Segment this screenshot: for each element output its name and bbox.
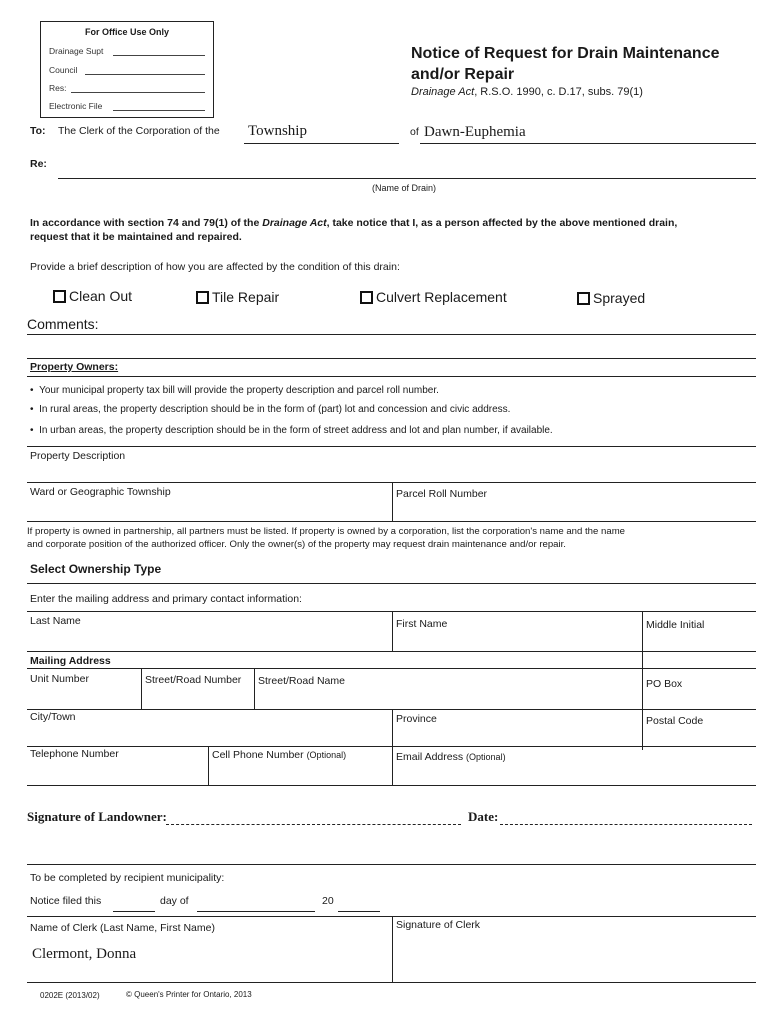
notice-line2: request that it be maintained and repaired.: [30, 231, 242, 243]
parcel-roll-number-label: Parcel Roll Number: [396, 488, 488, 500]
date-label: Date:: [468, 809, 499, 824]
middle-initial-label: Middle Initial: [646, 619, 705, 631]
column-divider: [392, 611, 393, 651]
bullet-item: • Your municipal property tax bill will provide the property description and parcel roll number.: [30, 385, 439, 396]
office-council-field[interactable]: [85, 74, 205, 75]
municipality-type-value[interactable]: Township: [248, 123, 307, 139]
office-council-label: Council: [49, 65, 78, 75]
bullet-item: • In urban areas, the property description should be in the form of street address and lot and plan number, if available.: [30, 425, 553, 436]
email-text: Email Address: [396, 751, 464, 763]
ownership-type-heading: Select Ownership Type: [30, 562, 162, 576]
mailing-address-heading: Mailing Address: [30, 655, 111, 667]
column-divider: [208, 747, 209, 785]
ward-township-label: Ward or Geographic Township: [30, 486, 171, 498]
copyright-notice: © Queen's Printer for Ontario, 2013: [126, 990, 252, 999]
year-prefix: 20: [322, 895, 334, 907]
filed-day-field[interactable]: [113, 911, 155, 912]
property-description-field[interactable]: [27, 462, 756, 482]
act-name: Drainage Act: [411, 86, 475, 98]
property-description-label: Property Description: [30, 450, 126, 462]
postal-code-field[interactable]: [644, 730, 756, 745]
email-label: [396, 751, 506, 763]
partnership-note: [27, 525, 757, 551]
cell-phone-field[interactable]: [210, 763, 391, 784]
comments-field[interactable]: [27, 334, 756, 335]
clerk-signature-field[interactable]: [394, 934, 756, 981]
divider: [27, 376, 756, 377]
street-name-field[interactable]: [256, 690, 640, 708]
office-res-field[interactable]: [71, 92, 205, 93]
contact-prompt: Enter the mailing address and primary contact information:: [30, 593, 302, 605]
act-citation: , R.S.O. 1990, c. D.17, subs. 79(1): [474, 86, 643, 98]
unit-number-field[interactable]: [27, 688, 139, 708]
column-divider: [642, 612, 643, 750]
filed-year-field[interactable]: [338, 911, 380, 912]
office-res-label: Res:: [49, 83, 67, 93]
clean-out-checkbox[interactable]: [53, 290, 66, 303]
comments-label: Comments:: [27, 316, 99, 332]
divider: [27, 668, 756, 669]
clerk-signature-label: Signature of Clerk: [396, 919, 481, 931]
office-use-title: For Office Use Only: [84, 27, 170, 37]
form-title-line1: Notice of Request for Drain Maintenance: [411, 45, 720, 62]
optional-tag: (Optional): [466, 752, 506, 762]
divider: [27, 651, 756, 652]
divider: [27, 746, 756, 747]
municipality-type-line: [244, 143, 399, 144]
partnership-line2: and corporate position of the authorized officer. Only the owner(s) of the property may request drain maintenance and/or repair.: [27, 539, 566, 550]
culvert-replacement-label: Culvert Replacement: [376, 289, 507, 305]
city-town-field[interactable]: [27, 726, 391, 745]
option-sprayed[interactable]: [577, 290, 645, 306]
divider: [27, 982, 756, 983]
optional-tag: (Optional): [306, 750, 347, 760]
sprayed-checkbox[interactable]: [577, 292, 590, 305]
clean-out-label: Clean Out: [69, 288, 133, 304]
form-code: 0202E (2013/02): [40, 991, 100, 1000]
province-label: Province: [396, 713, 437, 725]
office-use-box: [40, 21, 214, 118]
drain-name-field[interactable]: [58, 178, 756, 179]
divider: [27, 521, 756, 522]
street-number-field[interactable]: [143, 690, 253, 708]
describe-prompt: Provide a brief description of how you are affected by the condition of this drain:: [30, 261, 400, 273]
partnership-line1: If property is owned in partnership, all partners must be listed. If property is owned by a corporation, list the corporation's name and the name: [27, 526, 626, 537]
parcel-roll-number-field[interactable]: [394, 502, 756, 520]
filed-month-field[interactable]: [197, 911, 315, 912]
day-of-label: day of: [160, 895, 189, 907]
landowner-signature-field[interactable]: [166, 824, 461, 825]
telephone-label: Telephone Number: [30, 748, 119, 760]
tile-repair-checkbox[interactable]: [196, 291, 209, 304]
office-drainage-supt-field[interactable]: [113, 55, 205, 56]
form-title-line2: and/or Repair: [411, 66, 515, 83]
bullet-text: Your municipal property tax bill will provide the property description and parcel roll number.: [39, 385, 439, 396]
column-divider: [392, 710, 393, 785]
first-name-label: First Name: [396, 618, 448, 630]
clerk-name-value[interactable]: Clermont, Donna: [32, 946, 137, 962]
tile-repair-label: Tile Repair: [212, 289, 280, 305]
option-tile-repair[interactable]: [196, 289, 279, 305]
column-divider: [392, 483, 393, 521]
municipality-heading: To be completed by recipient municipality:: [30, 872, 225, 884]
bullet-item: • In rural areas, the property description should be in the form of (part) lot and concession and civic address.: [30, 404, 511, 415]
po-box-field[interactable]: [644, 692, 756, 708]
notice-paragraph: [30, 216, 750, 244]
last-name-label: Last Name: [30, 615, 81, 627]
of-label: of: [410, 126, 419, 138]
street-number-label: Street/Road Number: [145, 674, 242, 686]
email-field[interactable]: [394, 765, 756, 784]
culvert-replacement-checkbox[interactable]: [360, 291, 373, 304]
column-divider: [141, 669, 142, 709]
notice-part1: In accordance with section 74 and 79(1) of the: [30, 217, 263, 229]
office-electronic-file-label: Electronic File: [49, 101, 103, 111]
to-text: The Clerk of the Corporation of the: [58, 125, 220, 137]
notice-part2: , take notice that I, as a person affected by the above mentioned drain,: [326, 217, 678, 229]
city-town-label: City/Town: [30, 711, 76, 723]
ward-township-field[interactable]: [27, 500, 391, 520]
divider: [27, 446, 756, 447]
divider: [27, 785, 756, 786]
sprayed-label: Sprayed: [593, 290, 646, 306]
first-name-field[interactable]: [394, 632, 640, 650]
divider: [27, 583, 756, 584]
street-name-label: Street/Road Name: [258, 675, 345, 687]
divider: [27, 358, 756, 359]
form-title: [411, 43, 720, 85]
notice-filed-label: Notice filed this: [30, 895, 102, 907]
act-reference: [411, 86, 643, 98]
date-field[interactable]: [500, 824, 752, 825]
middle-initial-field[interactable]: [644, 634, 756, 650]
municipality-name-value[interactable]: Dawn-Euphemia: [424, 124, 526, 140]
office-drainage-supt-label: Drainage Supt: [49, 46, 104, 56]
po-box-label: PO Box: [646, 678, 683, 690]
re-label: Re:: [30, 158, 47, 170]
notice-act: Drainage Act: [262, 217, 327, 229]
clerk-name-label: Name of Clerk (Last Name, First Name): [30, 922, 215, 934]
cell-phone-label: [212, 749, 346, 761]
divider: [27, 864, 756, 865]
office-electronic-file-field[interactable]: [113, 110, 205, 111]
property-owners-heading: Property Owners:: [30, 361, 119, 373]
postal-code-label: Postal Code: [646, 715, 704, 727]
landowner-signature-label: Signature of Landowner:: [27, 809, 167, 824]
unit-number-label: Unit Number: [30, 673, 89, 685]
municipality-name-line: [420, 143, 756, 144]
option-culvert-replacement[interactable]: [360, 289, 507, 305]
last-name-field[interactable]: [27, 630, 391, 650]
cell-phone-text: Cell Phone Number: [212, 749, 304, 761]
drain-name-caption: (Name of Drain): [372, 183, 437, 193]
to-label: To:: [30, 125, 46, 137]
bullet-text: In urban areas, the property description should be in the form of street address and lot and plan number, if available.: [39, 425, 553, 436]
province-field[interactable]: [394, 728, 640, 745]
bullet-text: In rural areas, the property description should be in the form of (part) lot and concession and civic address.: [39, 404, 511, 415]
telephone-field[interactable]: [27, 763, 207, 784]
column-divider: [254, 669, 255, 709]
option-clean-out[interactable]: [53, 288, 132, 304]
column-divider: [392, 916, 393, 982]
